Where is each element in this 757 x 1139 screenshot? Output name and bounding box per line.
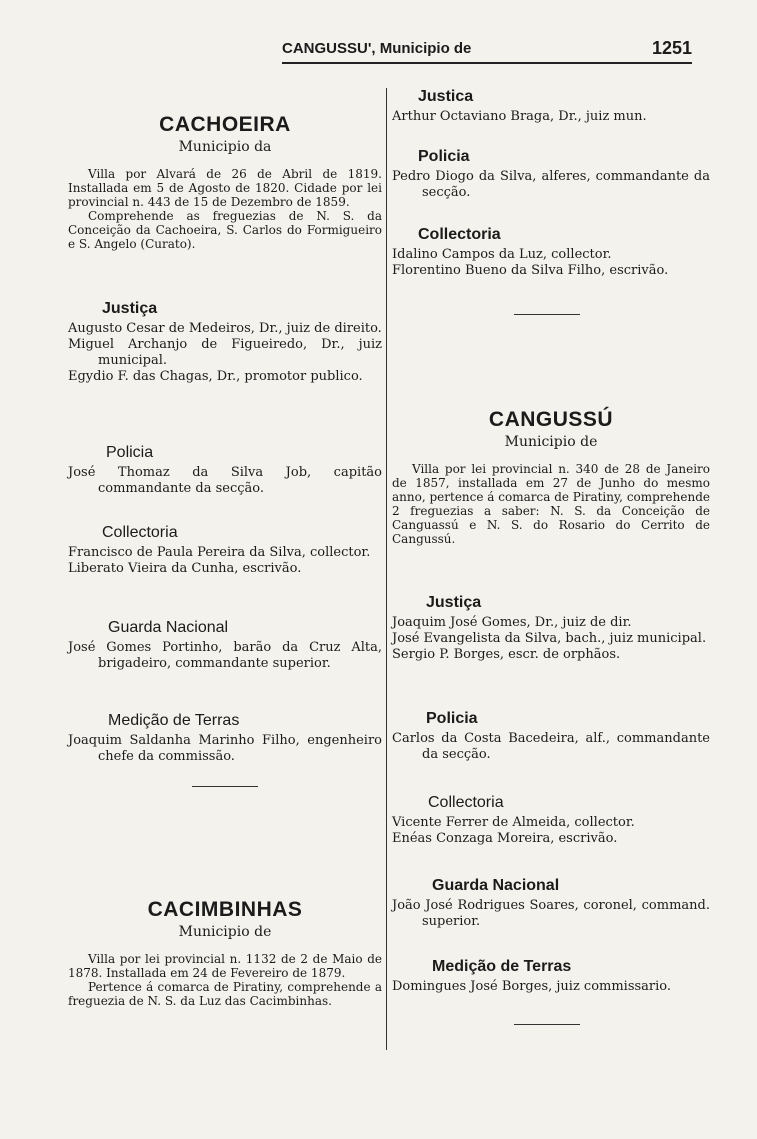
right-policia	[392, 148, 710, 201]
entry: Augusto Cesar de Medeiros, Dr., juiz de direito.	[68, 321, 382, 336]
section-heading: Medição de Terras	[108, 712, 240, 729]
cacimbinhas-intro-p1: Villa por lei provincial n. 1132 de 2 de Maio de 1878. Installada em 24 de Fevereiro de 1879.	[68, 952, 382, 980]
entry: Joaquim José Gomes, Dr., juiz de dir.	[392, 615, 632, 630]
section-rule	[514, 314, 580, 315]
running-title: CANGUSSU', Municipio de	[282, 40, 472, 57]
section-heading: Justiça	[426, 594, 482, 611]
column-divider	[386, 88, 387, 1050]
entry: Joaquim Saldanha Marinho Filho, engenheiro chefe da commissão.	[68, 733, 382, 764]
cangussu-collectoria	[392, 794, 710, 847]
right-justica	[392, 88, 710, 125]
cangussu-intro-p1: Villa por lei provincial n. 340 de 28 de Janeiro de 1857, installada em 27 de Junho do mesmo anno, pertence á comarca de Piratiny, comprehende 2 freguezias a saber: N. S. da Conceição de Canguassú e N. S. do Rosario do Cerrito de Cangussú.	[392, 462, 710, 546]
entry: Domingues José Borges, juiz commissario.	[392, 979, 672, 994]
entry: Enéas Conzaga Moreira, escrivão.	[392, 831, 618, 846]
section-heading: Guarda Nacional	[108, 619, 229, 636]
cacimbinhas-title: CACIMBINHAS	[147, 898, 303, 921]
cangussu-subtitle: Municipio de	[504, 434, 598, 450]
section-heading: Medição de Terras	[432, 958, 572, 975]
cachoeira-collectoria	[68, 524, 382, 577]
cachoeira-title: CACHOEIRA	[159, 113, 291, 136]
entry: Idalino Campos da Luz, collector.	[392, 247, 612, 262]
section-heading: Collectoria	[428, 794, 504, 811]
section-heading: Collectoria	[102, 524, 178, 541]
cangussu-title: CANGUSSÚ	[488, 408, 614, 431]
entry: Francisco de Paula Pereira da Silva, collector.	[68, 545, 371, 560]
cangussu-header	[392, 408, 710, 546]
cangussu-guarda	[392, 877, 710, 930]
cachoeira-justica	[68, 300, 382, 385]
entry: João José Rodrigues Soares, coronel, command. superior.	[392, 898, 710, 929]
cangussu-policia	[392, 710, 710, 763]
cachoeira-medicao	[68, 712, 382, 765]
entry: Arthur Octaviano Braga, Dr., juiz mun.	[392, 109, 647, 124]
entry: José Thomaz da Silva Job, capitão commandante da secção.	[68, 465, 382, 496]
section-heading: Justiça	[102, 300, 158, 317]
section-heading: Policia	[426, 710, 478, 727]
page-number: 1251	[651, 38, 692, 58]
entry: Egydio F. das Chagas, Dr., promotor publico.	[68, 369, 363, 384]
entry: Vicente Ferrer de Almeida, collector.	[392, 815, 635, 830]
cacimbinhas-intro	[68, 952, 382, 1008]
cachoeira-intro-p1: Villa por Alvará de 26 de Abril de 1819. Installada em 5 de Agosto de 1820. Cidade por lei provincial n. 443 de 15 de Dezembro de 1859.	[68, 167, 382, 209]
section-rule	[192, 786, 258, 787]
cacimbinhas-header	[68, 898, 382, 1008]
cachoeira-intro	[68, 167, 382, 251]
section-rule	[514, 1024, 580, 1025]
cachoeira-subtitle: Municipio da	[178, 139, 272, 155]
right-collectoria	[392, 226, 710, 279]
cachoeira-intro-p2: Comprehende as freguezias de N. S. da Conceição da Cachoeira, S. Carlos do Formigueiro e S. Angelo (Curato).	[68, 209, 382, 251]
section-heading: Collectoria	[418, 226, 501, 243]
entry: José Gomes Portinho, barão da Cruz Alta, brigadeiro, commandante superior.	[68, 640, 382, 671]
cachoeira-policia	[68, 444, 382, 497]
entry: José Evangelista da Silva, bach., juiz municipal.	[392, 631, 707, 646]
section-heading: Policia	[106, 444, 154, 461]
section-heading: Justica	[418, 88, 474, 105]
cachoeira-header	[68, 113, 382, 251]
entry: Florentino Bueno da Silva Filho, escrivão.	[392, 263, 669, 278]
cangussu-intro	[392, 462, 710, 546]
cangussu-justica	[392, 594, 710, 663]
cangussu-medicao	[392, 958, 710, 995]
cacimbinhas-subtitle: Municipio de	[178, 924, 272, 940]
entry: Pedro Diogo da Silva, alferes, commandante da secção.	[392, 169, 710, 200]
cacimbinhas-intro-p2: Pertence á comarca de Piratiny, comprehende a freguezia de N. S. da Luz das Cacimbinhas.	[68, 980, 382, 1008]
entry: Miguel Archanjo de Figueiredo, Dr., juiz municipal.	[68, 337, 382, 368]
entry: Carlos da Costa Bacedeira, alf., commandante da secção.	[392, 731, 710, 762]
section-heading: Guarda Nacional	[432, 877, 560, 894]
section-heading: Policia	[418, 148, 470, 165]
entry: Sergio P. Borges, escr. de orphãos.	[392, 647, 621, 662]
cachoeira-guarda	[68, 619, 382, 672]
running-header	[282, 38, 692, 64]
entry: Liberato Vieira da Cunha, escrivão.	[68, 561, 302, 576]
